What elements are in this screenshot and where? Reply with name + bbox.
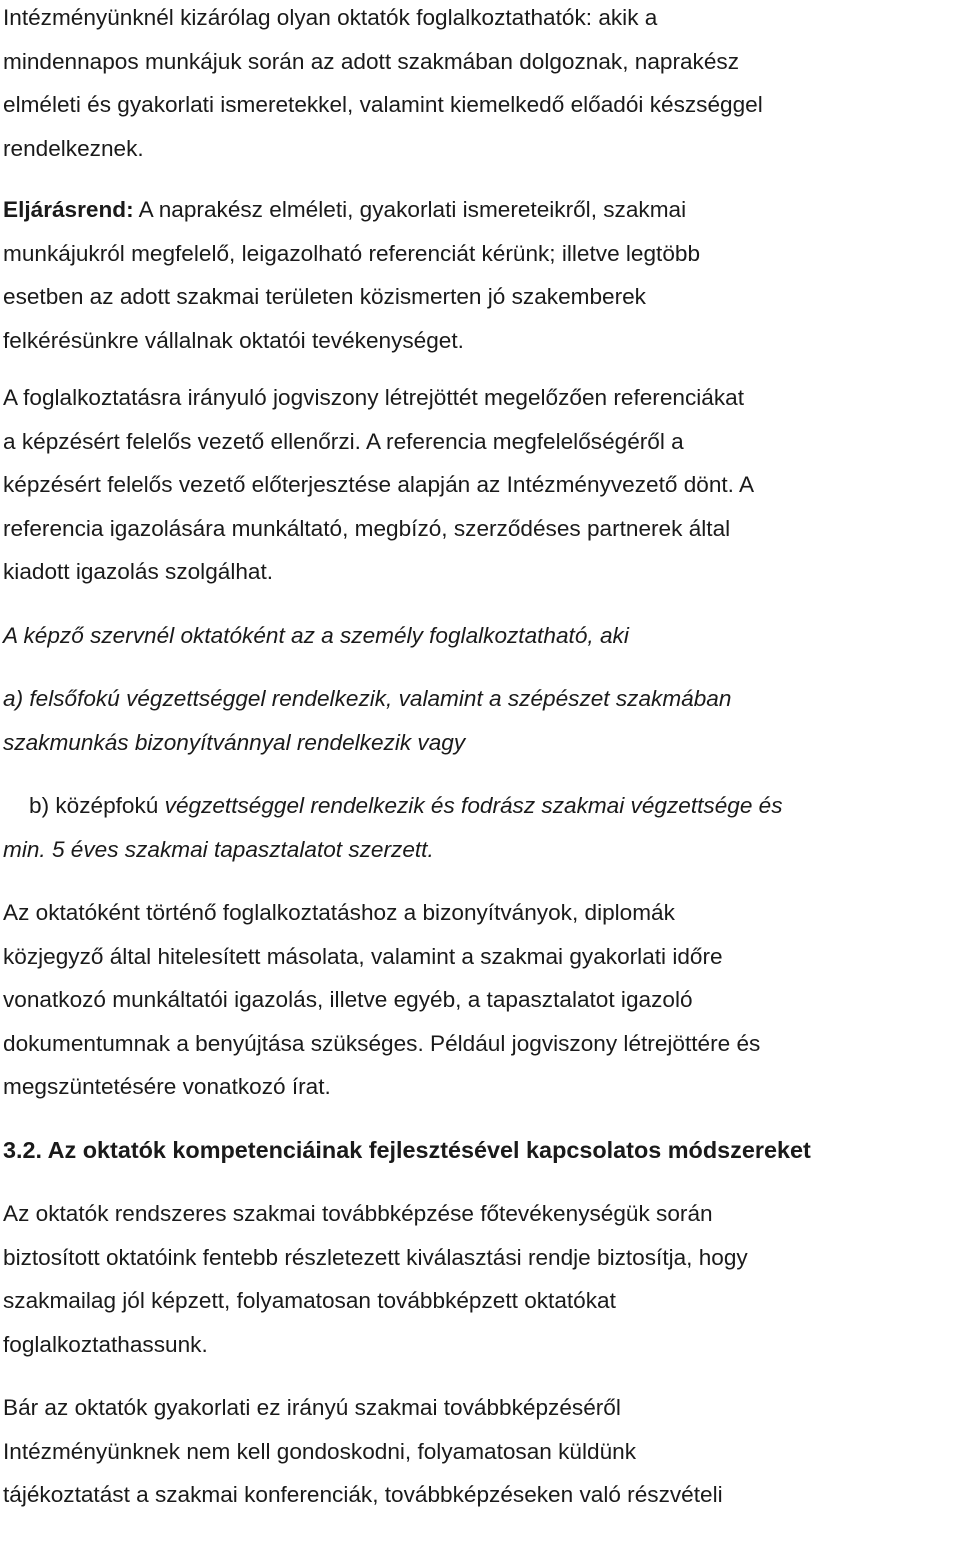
list-item-a	[3, 677, 953, 764]
text-line: esetben az adott szakmai területen közismerten jó szakemberek	[3, 284, 646, 309]
paragraph-competence	[3, 1192, 953, 1366]
text-line	[3, 784, 953, 828]
procedure-label: Eljárásrend:	[3, 197, 134, 222]
text-line: a) felsőfokú végzettséggel rendelkezik, valamint a szépészet szakmában	[3, 686, 732, 711]
text-run: A naprakész elméleti, gyakorlati ismereteikről, szakmai	[133, 197, 687, 222]
text-line: Az oktatóként történő foglalkoztatáshoz a bizonyítványok, diplomák	[3, 900, 675, 925]
text-line	[3, 188, 953, 232]
text-line: tájékoztatást a szakmai konferenciák, továbbképzéseken való részvételi	[3, 1482, 723, 1507]
text-line: referencia igazolására munkáltató, megbízó, szerződéses partnerek által	[3, 515, 731, 541]
text-line: képzésért felelős vezető előterjesztése alapján az Intézményvezető dönt. A	[3, 472, 755, 497]
text-line: kiadott igazolás szolgálhat.	[3, 559, 274, 584]
paragraph-eligibility-intro	[3, 614, 953, 658]
text-line: Bár az oktatók gyakorlati ez irányú szakmai továbbképzéséről	[3, 1395, 621, 1420]
paragraph-training	[3, 1386, 953, 1517]
text-line: Intézményünknél kizárólag olyan oktatók foglalkoztathatók: akik a	[3, 5, 658, 30]
text-line: Az oktatók rendszeres szakmai továbbképzése főtevékenységük során	[3, 1201, 713, 1226]
text-line: biztosított oktatóink fentebb részletezett kiválasztási rendje biztosítja, hogy	[3, 1244, 748, 1270]
text-line: munkájukról megfelelő, leigazolható referenciát kérünk; illetve legtöbb	[3, 240, 701, 266]
text-line: elméleti és gyakorlati ismeretekkel, valamint kiemelkedő előadói készséggel	[3, 92, 763, 117]
text-line: dokumentumnak a benyújtása szükséges. Például jogviszony létrejöttére és	[3, 1030, 761, 1056]
text-line: szakmunkás bizonyítvánnyal rendelkezik vagy	[3, 729, 466, 755]
list-item-b-prefix: b) középfokú	[29, 793, 165, 818]
text-line: Intézményünknek nem kell gondoskodni, folyamatosan küldünk	[3, 1438, 637, 1464]
text-line: felkérésünkre vállalnak oktatói tevékenységet.	[3, 327, 464, 353]
text-line: megszüntetésére vonatkozó írat.	[3, 1074, 331, 1099]
list-item-b	[3, 784, 953, 871]
text-line: A képző szervnél oktatóként az a személy foglalkoztatható, aki	[3, 622, 629, 648]
text-line: szakmailag jól képzett, folyamatosan továbbképzett oktatókat	[3, 1288, 616, 1313]
text-line: min. 5 éves szakmai tapasztalatot szerzett.	[3, 836, 434, 862]
text-line: foglalkoztathassunk.	[3, 1331, 208, 1357]
text-line: mindennapos munkájuk során az adott szakmában dolgoznak, naprakész	[3, 48, 739, 74]
paragraph-reference-check	[3, 376, 953, 594]
text-line: közjegyző által hitelesített másolata, valamint a szakmai gyakorlati időre	[3, 943, 723, 969]
section-heading	[3, 1129, 953, 1173]
document-page	[3, 0, 953, 1517]
heading-text: 3.2. Az oktatók kompetenciáinak fejlesztésével kapcsolatos módszereket	[3, 1136, 811, 1163]
paragraph-procedure	[3, 188, 953, 362]
paragraph-instructor-requirements	[3, 0, 953, 170]
paragraph-documents	[3, 891, 953, 1109]
text-line: rendelkeznek.	[3, 135, 144, 161]
text-line: A foglalkoztatásra irányuló jogviszony létrejöttét megelőzően referenciákat	[3, 385, 744, 410]
text-line: vonatkozó munkáltatói igazolás, illetve egyéb, a tapasztalatot igazoló	[3, 987, 693, 1012]
text-line: a képzésért felelős vezető ellenőrzi. A referencia megfelelőségéről a	[3, 428, 684, 454]
text-run: végzettséggel rendelkezik és fodrász szakmai végzettsége és	[164, 793, 783, 818]
